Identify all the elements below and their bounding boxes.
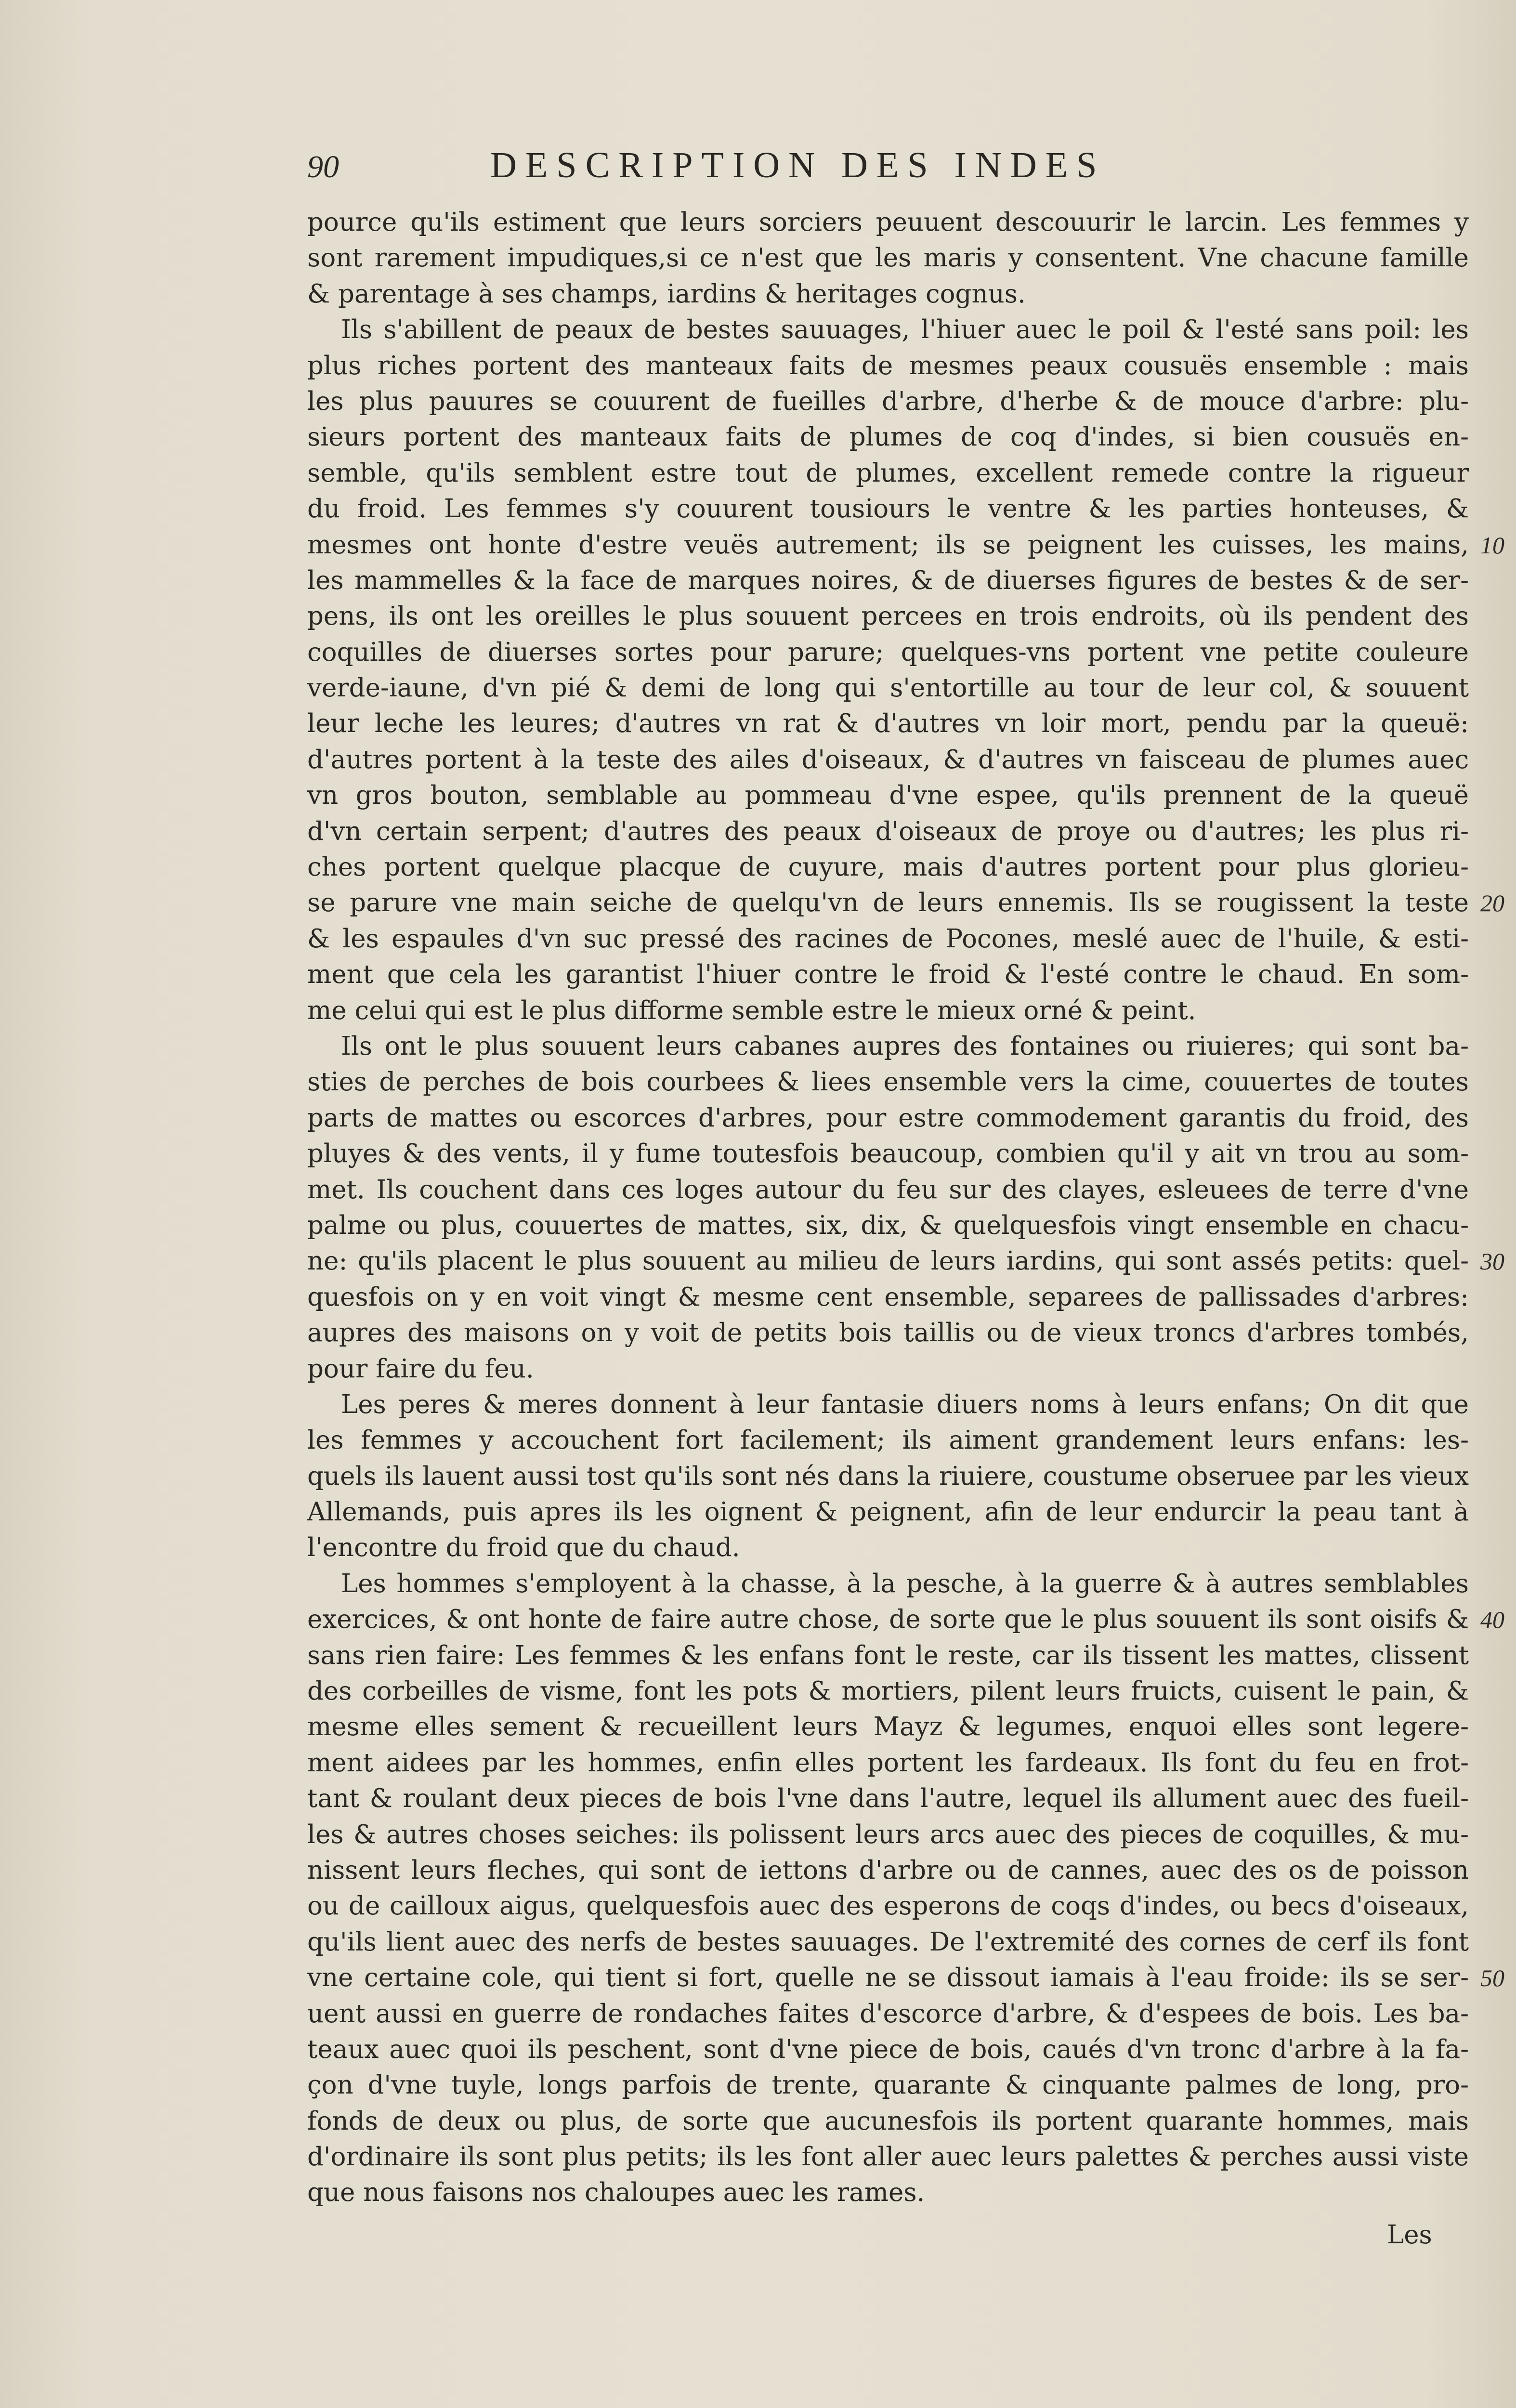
text-line: [307, 1638, 1469, 1674]
line-text: vne certaine cole, qui tient si fort, quelle ne se dissout iamais à l'eau froide: ils se ser-: [307, 1963, 1469, 1993]
line-text: les femmes y accouchent fort facilement; ils aiment grandement leurs enfans: les-: [307, 1426, 1469, 1455]
text-line: [307, 1387, 1469, 1423]
line-text: pour faire du feu.: [307, 1354, 534, 1384]
text-line: [307, 1423, 1469, 1458]
text-line: [307, 1100, 1469, 1136]
page-number: 90: [307, 149, 339, 184]
line-text: teaux auec quoi ils peschent, sont d'vne piece de bois, caués d'vn tronc d'arbre à la fa-: [307, 2034, 1469, 2064]
line-text: plus riches portent des manteaux faits de mesmes peaux cousuës ensemble : mais: [307, 351, 1469, 380]
text-line: [307, 1243, 1504, 1279]
line-text: du froid. Les femmes s'y couurent tousiours le ventre & les parties honteuses, &: [307, 494, 1469, 524]
line-text: mesmes ont honte d'estre veuës autrement; ils se peignent les cuisses, les mains,: [307, 530, 1469, 560]
text-line: [307, 384, 1469, 419]
line-text: d'autres portent à la teste des ailes d'oiseaux, & d'autres vn faisceau de plumes auec: [307, 745, 1469, 774]
margin-line-number: 10: [1480, 531, 1504, 559]
line-text: nissent leurs fleches, qui sont de iettons d'arbre ou de cannes, auec des os de poisson: [307, 1855, 1469, 1885]
line-text: coquilles de diuerses sortes pour parure; quelques-vns portent vne petite couleure: [307, 637, 1469, 667]
line-text: que nous faisons nos chaloupes auec les rames.: [307, 2178, 925, 2208]
text-line: [307, 1315, 1469, 1351]
text-line: [307, 1280, 1469, 1315]
line-text: Ils ont le plus souuent leurs cabanes aupres des fontaines ou riuieres; qui sont ba-: [341, 1031, 1469, 1061]
line-text: ment que cela les garantist l'hiuer contre le froid & l'esté contre le chaud. En som-: [307, 960, 1469, 990]
text-line: [307, 993, 1469, 1029]
text-line: [307, 1996, 1469, 2032]
text-line: [307, 1029, 1469, 1064]
text-line: [307, 240, 1469, 276]
line-text: quels ils lauent aussi tost qu'ils sont nés dans la riuiere, coustume obseruee par les vieux: [307, 1461, 1469, 1491]
line-text: me celui qui est le plus difforme semble estre le mieux orné & peint.: [307, 995, 1196, 1025]
text-line: [307, 1208, 1469, 1243]
text-line: [307, 1459, 1469, 1494]
running-title: DESCRIPTION DES INDES: [490, 145, 1106, 185]
line-text: çon d'vne tuyle, longs parfois de trente, quarante & cinquante palmes de long, pro-: [307, 2070, 1469, 2100]
text-line: [307, 1924, 1469, 1960]
running-head: [307, 144, 1469, 205]
text-block: [307, 144, 1504, 2211]
line-text: ment aidees par les hommes, enfin elles portent les fardeaux. Ils font du feu en frot-: [307, 1748, 1469, 1778]
text-line: [307, 1960, 1504, 1996]
line-text: Les peres & meres donnent à leur fantasie diuers noms à leurs enfans; On dit que: [341, 1389, 1469, 1419]
line-text: les mammelles & la face de marques noires, & de diuerses figures de bestes & de ser-: [307, 565, 1469, 595]
line-text: sieurs portent des manteaux faits de plumes de coq d'indes, si bien cousuës en-: [307, 422, 1469, 452]
line-text: sont rarement impudiques,si ce n'est que les maris y consentent. Vne chacune famille: [307, 243, 1469, 273]
line-text: leur leche les leures; d'autres vn rat & d'autres vn loir mort, pendu par la queuë:: [307, 709, 1469, 739]
text-line: [307, 814, 1469, 850]
line-text: sans rien faire: Les femmes & les enfans font le reste, car ils tissent les mattes, clissent: [307, 1640, 1469, 1670]
line-text: Ils s'abillent de peaux de bestes sauuages, l'hiuer auec le poil & l'esté sans poil: les: [341, 315, 1469, 345]
line-text: les plus pauures se couurent de fueilles d'arbre, d'herbe & de mouce d'arbre: plu-: [307, 386, 1469, 416]
text-line: [307, 1781, 1469, 1817]
text-line: [307, 1853, 1469, 1888]
text-line: [307, 1494, 1469, 1530]
text-line: [307, 1674, 1469, 1709]
line-text: pource qu'ils estiment que leurs sorciers peuuent descouurir le larcin. Les femmes y: [307, 208, 1469, 237]
line-text: ne: qu'ils placent le plus souuent au milieu de leurs iardins, qui sont assés petits: quel-: [307, 1246, 1469, 1276]
text-line: [307, 563, 1469, 599]
line-text: l'encontre du froid que du chaud.: [307, 1533, 740, 1563]
text-line: [307, 1566, 1469, 1602]
text-line: [307, 885, 1504, 921]
text-line: [307, 635, 1469, 670]
text-line: [307, 1602, 1504, 1637]
text-line: [307, 599, 1469, 634]
line-text: ou de cailloux aigus, quelquesfois auec des esperons de coqs d'indes, ou becs d'oiseaux,: [307, 1891, 1469, 1921]
text-line: [307, 1709, 1469, 1745]
text-line: [307, 778, 1469, 813]
line-text: d'vn certain serpent; d'autres des peaux d'oiseaux de proye ou d'autres; les plus ri-: [307, 816, 1469, 846]
line-text: des corbeilles de visme, font les pots & mortiers, pilent leurs fruicts, cuisent le pain, &: [307, 1676, 1469, 1706]
line-text: met. Ils couchent dans ces loges autour du feu sur des clayes, esleuees de terre d'vne: [307, 1175, 1469, 1204]
body-text: [307, 205, 1504, 2211]
line-text: uent aussi en guerre de rondaches faites d'escorce d'arbre, & d'espees de bois. Les ba-: [307, 1999, 1469, 2028]
text-line: [307, 205, 1469, 240]
text-line: [307, 2139, 1469, 2175]
line-text: vn gros bouton, semblable au pommeau d'vne espee, qu'ils prennent de la queuë: [307, 781, 1469, 811]
text-line: [307, 276, 1469, 312]
text-line: [307, 742, 1469, 778]
text-line: [307, 2175, 1469, 2211]
line-text: d'ordinaire ils sont plus petits; ils les font aller auec leurs palettes & perches aussi viste: [307, 2142, 1469, 2172]
text-line: [307, 1817, 1469, 1853]
catchword: Les: [1387, 2220, 1432, 2250]
text-line: [307, 312, 1469, 348]
line-text: aupres des maisons on y voit de petits bois taillis ou de vieux troncs d'arbres tombés,: [307, 1318, 1469, 1348]
text-line: [307, 491, 1469, 527]
line-text: Les hommes s'employent à la chasse, à la pesche, à la guerre & à autres semblables: [341, 1569, 1469, 1598]
line-text: & les espaules d'vn suc pressé des racines de Pocones, meslé auec de l'huile, & esti-: [307, 924, 1469, 954]
margin-line-number: 30: [1480, 1248, 1504, 1275]
line-text: quesfois on y en voit vingt & mesme cent ensemble, separees de pallissades d'arbres:: [307, 1282, 1469, 1312]
line-text: qu'ils lient auec des nerfs de bestes sauuages. De l'extremité des cornes de cerf ils font: [307, 1927, 1469, 1957]
text-line: [307, 1888, 1469, 1924]
text-line: [307, 706, 1469, 742]
line-text: pens, ils ont les oreilles le plus souuent percees en trois endroits, où ils pendent des: [307, 602, 1469, 631]
text-line: [307, 921, 1469, 957]
text-line: [307, 456, 1469, 491]
margin-line-number: 40: [1480, 1606, 1504, 1634]
text-line: [307, 527, 1504, 563]
text-line: [307, 2068, 1469, 2103]
margin-line-number: 50: [1480, 1964, 1504, 1992]
text-line: [307, 419, 1469, 455]
text-line: [307, 1745, 1469, 1781]
text-line: [307, 670, 1469, 706]
line-text: fonds de deux ou plus, de sorte que aucunesfois ils portent quarante hommes, mais: [307, 2106, 1469, 2136]
line-text: sties de perches de bois courbees & liees ensemble vers la cime, couuertes de toutes: [307, 1067, 1469, 1097]
line-text: ches portent quelque placque de cuyure, mais d'autres portent pour plus glorieu-: [307, 852, 1469, 882]
line-text: Allemands, puis apres ils les oignent & peignent, afin de leur endurcir la peau tant à: [307, 1497, 1469, 1527]
text-line: [307, 348, 1469, 384]
text-line: [307, 1064, 1469, 1100]
line-text: & parentage à ses champs, iardins & heritages cognus.: [307, 279, 1026, 309]
line-text: palme ou plus, couuertes de mattes, six, dix, & quelquesfois vingt ensemble en chacu-: [307, 1210, 1469, 1240]
line-text: se parure vne main seiche de quelqu'vn de leurs ennemis. Ils se rougissent la teste: [307, 888, 1469, 918]
margin-line-number: 20: [1480, 890, 1504, 917]
text-line: [307, 1136, 1469, 1172]
line-text: tant & roulant deux pieces de bois l'vne dans l'autre, lequel ils allument auec des fueil-: [307, 1784, 1469, 1814]
line-text: les & autres choses seiches: ils polissent leurs arcs auec des pieces de coquilles, & mu-: [307, 1819, 1469, 1849]
text-line: [307, 850, 1469, 885]
line-text: verde-iaune, d'vn pié & demi de long qui s'entortille au tour de leur col, & souuent: [307, 673, 1469, 703]
text-line: [307, 2104, 1469, 2139]
text-line: [307, 1530, 1469, 1566]
text-line: [307, 1172, 1469, 1208]
text-line: [307, 957, 1469, 993]
text-line: [307, 2032, 1469, 2068]
line-text: mesme elles sement & recueillent leurs Mayz & legumes, enquoi elles sont legere-: [307, 1712, 1469, 1742]
line-text: exercices, & ont honte de faire autre chose, de sorte que le plus souuent ils sont oisifs &: [307, 1605, 1469, 1635]
line-text: pluyes & des vents, il y fume toutesfois beaucoup, combien qu'il y ait vn trou au som-: [307, 1139, 1469, 1169]
text-line: [307, 1351, 1469, 1387]
line-text: parts de mattes ou escorces d'arbres, pour estre commodement garantis du froid, des: [307, 1103, 1469, 1133]
line-text: semble, qu'ils semblent estre tout de plumes, excellent remede contre la rigueur: [307, 458, 1469, 488]
